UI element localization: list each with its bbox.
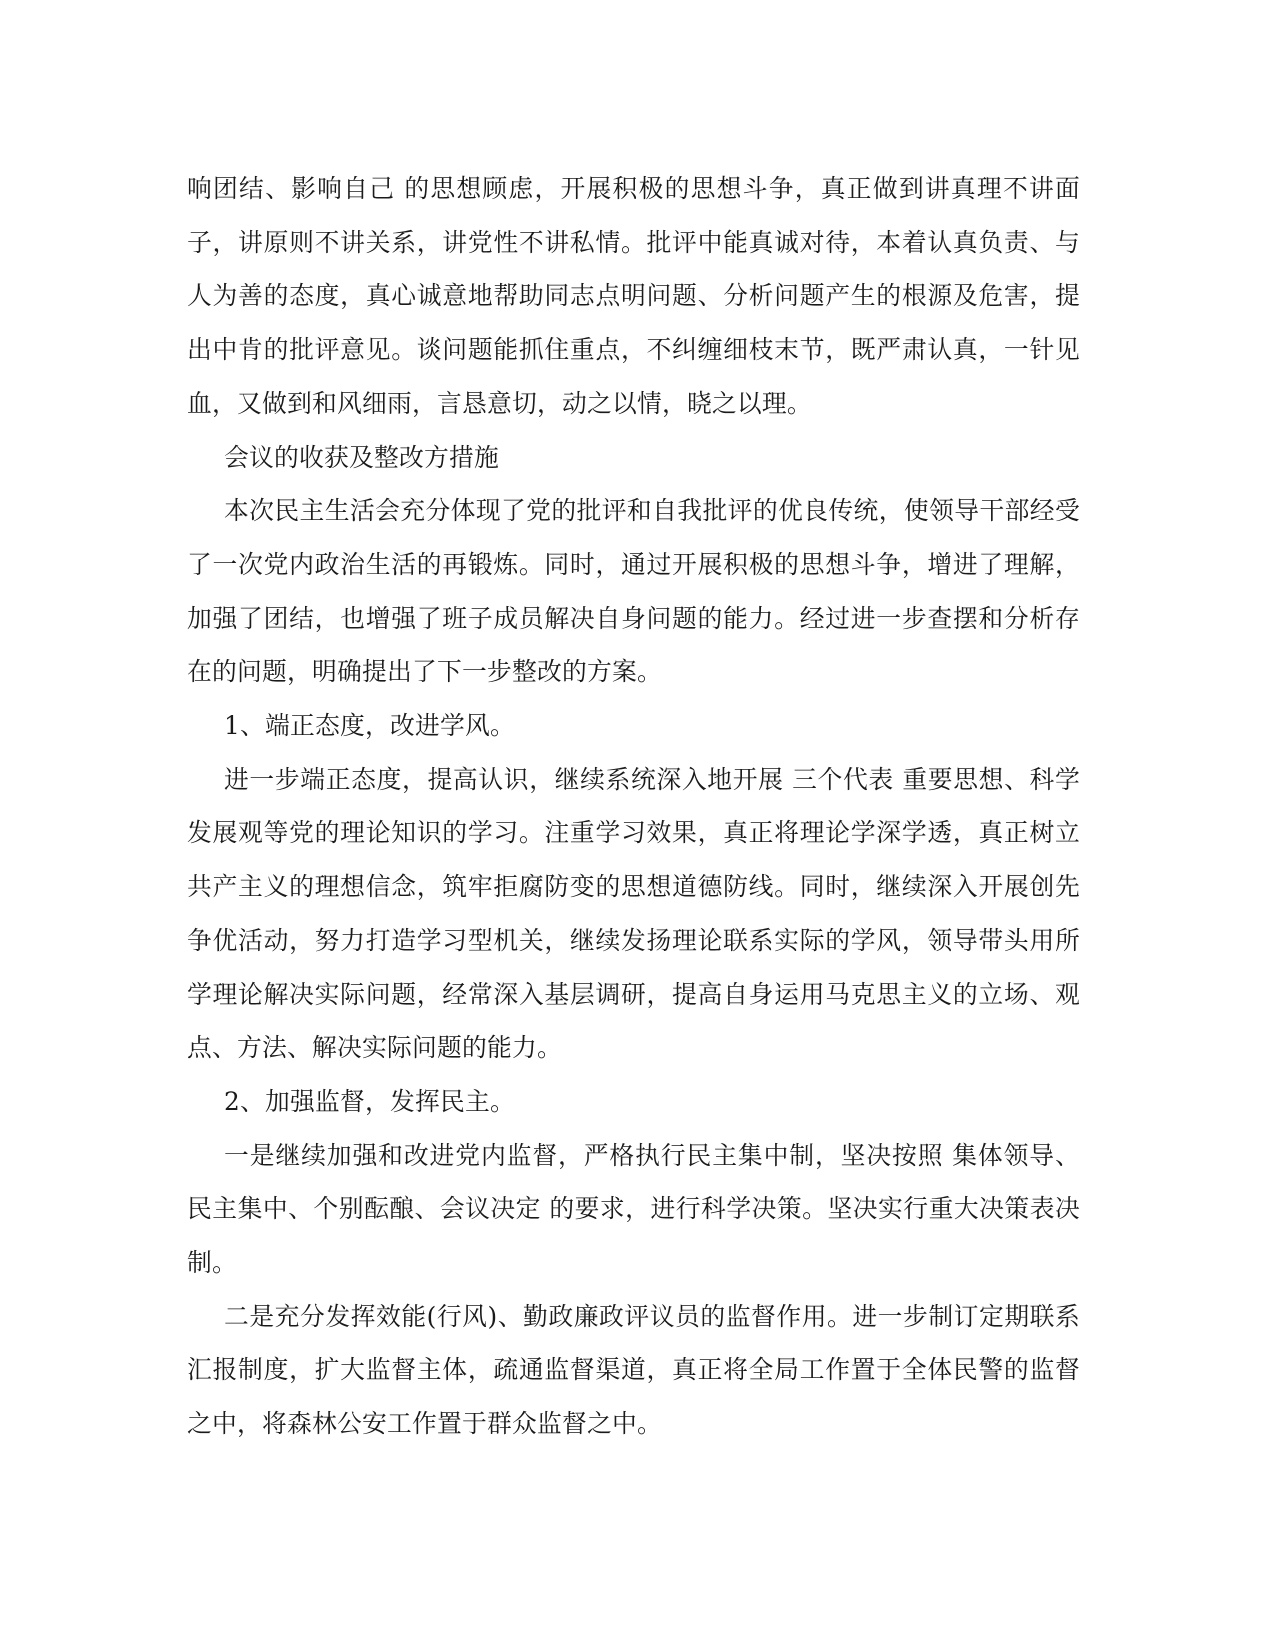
paragraph-evaluator-supervision: 二是充分发挥效能(行风)、勤政廉政评议员的监督作用。进一步制订定期联系汇报制度，扩大监督主体，疏通监督渠道，真正将全局工作置于全体民警的监督之中，将森林公安工作置于群众监督之中。 [187, 1301, 1080, 1439]
paragraph-meeting-outcomes: 本次民主生活会充分体现了党的批评和自我批评的优良传统，使领导干部经受了一次党内政治生活的再锻炼。同时，通过开展积极的思想斗争，增进了理解，加强了团结，也增强了班子成员解决自身问题的能力。经过进一步查摆和分析存在的问题，明确提出了下一步整改的方案。 [187, 496, 1080, 687]
paragraph-party-supervision: 一是继续加强和改进党内监督，严格执行民主集中制，坚决按照 集体领导、民主集中、个别酝酿、会议决定 的要求，进行科学决策。坚决实行重大决策表决制。 [187, 1140, 1080, 1278]
document-body [187, 162, 1080, 1451]
item-heading-1: 1、端正态度，改进学风。 [224, 711, 515, 741]
paragraph-criticism-attitude: 响团结、影响自己 的思想顾虑，开展积极的思想斗争，真正做到讲真理不讲面子，讲原则不讲关系，讲党性不讲私情。批评中能真诚对待，本着认真负责、与人为善的态度，真心诚意地帮助同志点明问题、分析问题产生的根源及危害，提出中肯的批评意见。谈问题能抓住重点，不纠缠细枝末节，既严肃认真，一针见血，又做到和风细雨，言恳意切，动之以情，晓之以理。 [187, 174, 1080, 418]
item-heading-2: 2、加强监督，发挥民主。 [224, 1086, 515, 1116]
paragraph-study-style: 进一步端正态度，提高认识，继续系统深入地开展 三个代表 重要思想、科学发展观等党的理论知识的学习。注重学习效果，真正将理论学深学透，真正树立共产主义的理想信念，筑牢拒腐防变的思想道德防线。同时，继续深入开展创先争优活动，努力打造学习型机关，继续发扬理论联系实际的学风，领导带头用所学理论解决实际问题，经常深入基层调研，提高自身运用马克思主义的立场、观点、方法、解决实际问题的能力。 [187, 764, 1080, 1063]
section-heading-outcomes: 会议的收获及整改方措施 [224, 442, 499, 472]
